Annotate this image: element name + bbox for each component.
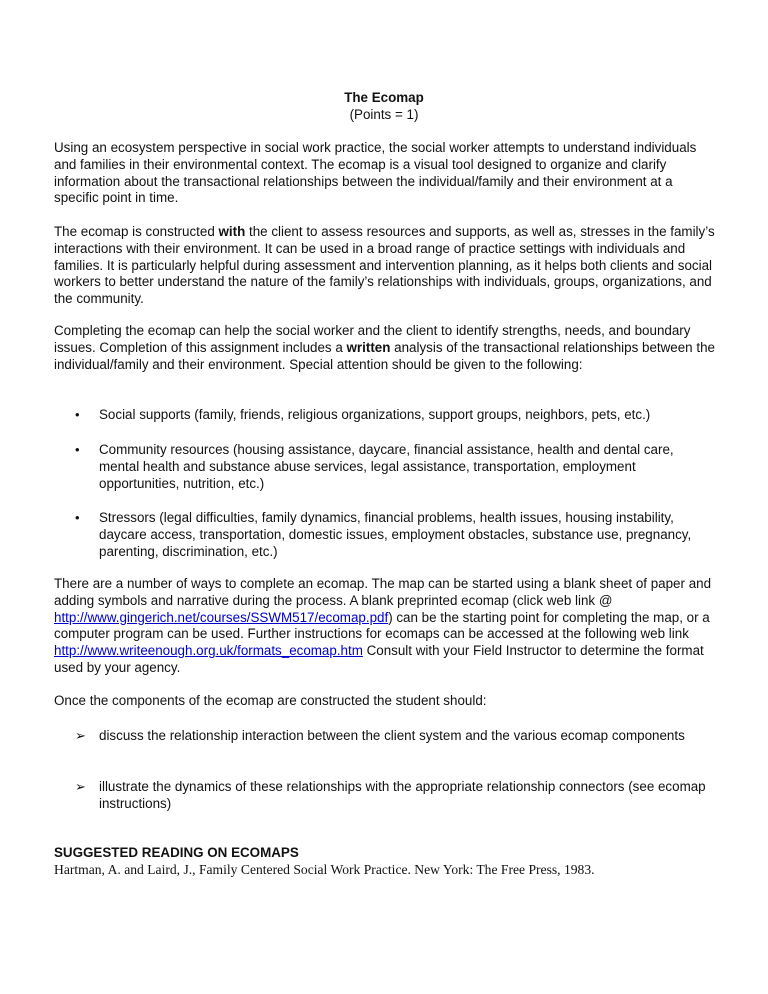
ways-paragraph xyxy=(54,576,716,677)
task-text-discuss: discuss the relationship interaction between the client system and the various ecomap components xyxy=(99,728,685,743)
p3-text-after: analysis of the transactional relationships between the individual/family and their environment. Special attention should be given to the following: xyxy=(54,339,715,372)
document-title: The Ecomap xyxy=(344,90,424,105)
task-text-illustrate: illustrate the dynamics of these relationships with the appropriate relationship connectors (see ecomap instructions) xyxy=(99,779,706,811)
p4-text-1: There are a number of ways to complete an ecomap. The map can be started using a blank sheet of paper and adding symbols and narrative during the process. A blank preprinted ecomap (click web link @ xyxy=(54,576,712,608)
suggested-reading-heading: SUGGESTED READING ON ECOMAPS xyxy=(54,845,299,860)
p4-text-2: ) can be the starting point for completing the map, or a computer program can be used. Further instructions for ecomaps can be accessed at the following web link xyxy=(54,609,710,642)
p4-text-3: Consult with your Field Instructor to determine the format used by your agency. xyxy=(54,643,704,675)
bullet-text-community-resources: Community resources (housing assistance, daycare, financial assistance, health and dental care, mental health and substance abuse services, legal assistance, transportation, employment opportunities, nutrition, etc.) xyxy=(99,442,674,491)
p2-text-before: The ecomap is constructed xyxy=(54,224,219,239)
bullet-text-stressors: Stressors (legal difficulties, family dynamics, financial problems, health issues, housing instability, daycare access, transportation, domestic issues, employment obstacles, substance use, pregnancy, parenting, discrimination, etc.) xyxy=(99,510,692,559)
writeenough-link[interactable]: http://www.writeenough.org.uk/formats_ecomap.htm xyxy=(54,643,363,659)
reference-citation: Hartman, A. and Laird, J., Family Centered Social Work Practice. New York: The Free Press, 1983. xyxy=(54,862,595,877)
arrow-bullet-icon: ➢ xyxy=(75,779,86,794)
bullet-text-social-supports: Social supports (family, friends, religious organizations, support groups, neighbors, pets, etc.) xyxy=(99,407,651,422)
points-subtitle: (Points = 1) xyxy=(349,107,419,122)
p3-bold-written: written xyxy=(346,339,391,355)
student-should-paragraph: Once the components of the ecomap are constructed the student should: xyxy=(54,693,487,708)
intro-paragraph: Using an ecosystem perspective in social work practice, the social worker attempts to understand individuals and families in their environmental context. The ecomap is a visual tool designed to organize and clarify information about the transactional relationships between the individual/family and their environment at a specific point in time. xyxy=(54,140,697,206)
bullet-icon: • xyxy=(75,510,80,525)
arrow-bullet-icon: ➢ xyxy=(75,728,86,743)
bullet-icon: • xyxy=(75,442,80,457)
p3-text-before: Completing the ecomap can help the social worker and the client to identify strengths, needs, and boundary issues. Completion of this assignment includes a xyxy=(54,323,691,355)
p2-bold-with: with xyxy=(218,224,246,239)
completion-paragraph xyxy=(54,323,716,373)
bullet-icon: • xyxy=(75,407,80,422)
construction-paragraph xyxy=(54,224,716,308)
ecomap-pdf-link[interactable]: http://www.gingerich.net/courses/SSWM517/ecomap.pdf xyxy=(54,609,389,625)
p2-text-after: the client to assess resources and supports, as well as, stresses in the family’s interactions with their environment. It can be used in a broad range of practice settings with individuals and families. It is particularly helpful during assessment and intervention planning, as it helps both clients and social workers to better understand the nature of the family’s relationships with individuals, groups, organizations, and the community. xyxy=(54,224,715,307)
